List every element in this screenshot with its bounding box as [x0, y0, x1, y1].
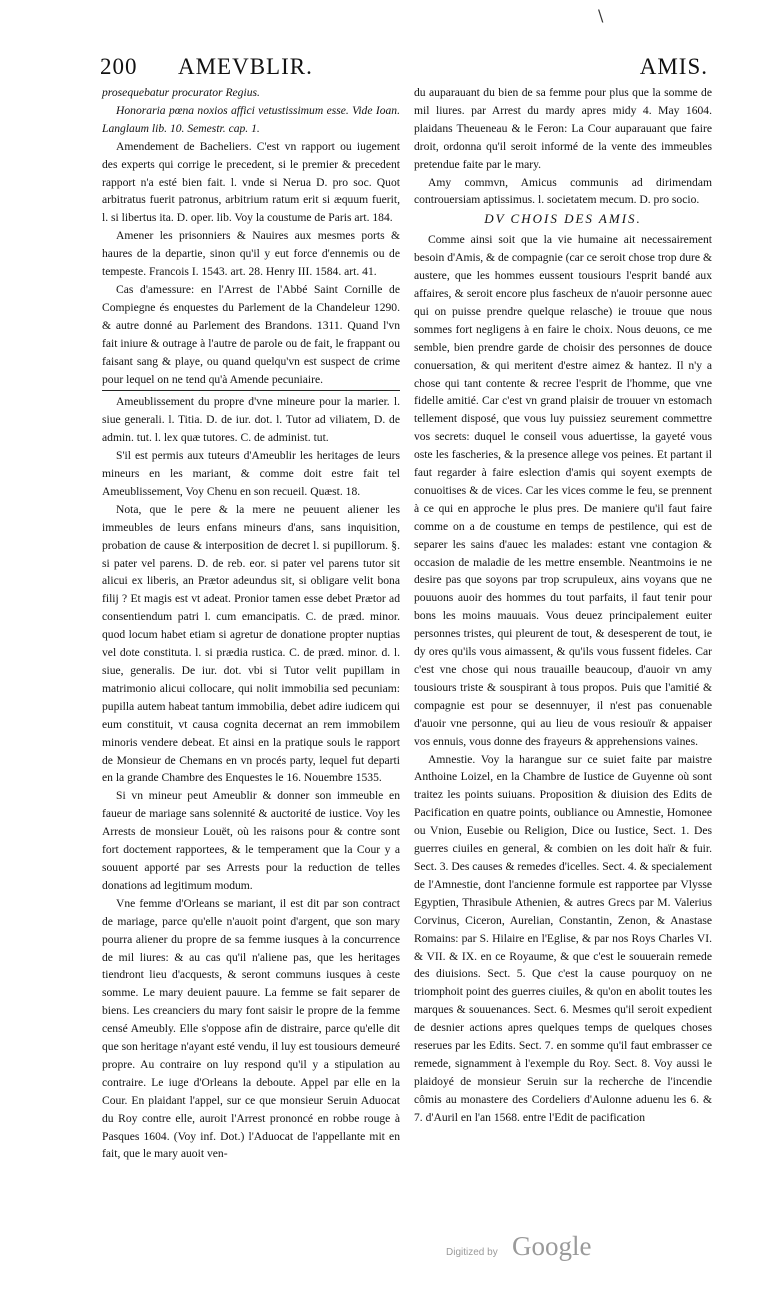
section-title: DV CHOIS DES AMIS.	[484, 211, 642, 227]
entry-amendement: Amendement de Bacheliers. C'est vn rapport ou iugement des experts qui corrige le precedent, si le premier & precedent rapport n'a esté bien fait. l. vnde si Nerua D. pro soc. Quot arbitratus fuerit patronus, arbitrium ratum erit si æquum fuerit, l. si libertus ita. D. oper. lib. Voy la coustume de Paris art. 184.	[102, 139, 400, 225]
corner-mark: \	[598, 6, 604, 25]
page-header	[100, 54, 720, 84]
paragraph: S'il est permis aux tuteurs d'Ameublir les heritages de leurs mineurs en les mariant, & comme doit estre fait tel Ameublissement, Voy Chenu en son recueil. Quæst. 18.	[102, 449, 400, 498]
left-column	[102, 84, 400, 1163]
google-logo: Google	[512, 1231, 592, 1261]
paragraph: du auparauant du bien de sa femme pour plus que la somme de mil liures. par Arrest du mardy apres midy 4. May 1604. plaidans Theueneau & le Feron: La Cour auparauant que faire droit, ordonna qu'il seroit informé de la vente des immeubles pretendue faite par le mary.	[414, 86, 712, 171]
entry-amy-commvn: Amy commvn, Amicus communis ad dirimendam controuersiam aptissimus. l. societatem mecum. D. pro socio.	[414, 175, 712, 207]
running-head-right: AMIS.	[639, 54, 708, 79]
paragraph-nota: Nota, que le pere & la mere ne peuuent aliener les immeubles de leurs enfans mineurs d'ans, sans inquisition, probation de cause & interposition de decret l. si pupillorum. §. si pater vel parens. D. de reb. eor. si pater vel parens tutor sit alicui ex liberis, an Prætor adeundus sit, si obligare velit bona filij ? Et magis est vt adeat. Pronior tamen esse debet Prætor ad consentiendum patri l. cum emancipatis. C. de præd. minor. quod locum habet etiam si agretur de donatione propter nuptias vel dote constituta. l. si prædia rustica. C. de præd. minor. d. l. siue, generalis. De iur. dot. vbi si Tutor velit pupillam in matrimonio alicui collocare, qui nolit immobilia sed pecuniam: pupilla autem habeat tantum immobilia, debet adire iudicem qui eum constituit, vt causa cognita decernat an rem immobilem minoris vendere debeat. Et ainsi en la pratique souls le rapport de Monsieur de Chemans en vn procés party, lequel fut departi en la grande Chambre des Enquestes le 16. Nouembre 1535.	[102, 502, 400, 785]
paragraph: Vne femme d'Orleans se mariant, il est dit par son contract de mariage, parce qu'elle n'auoit point d'argent, que son mary pourra aliener du propre de sa femme iusques à la concurrence de mil liures: & au cas qu'il n'aliene pas, que les heritages tiendront lieu d'acquests, & seront communs iusques à ceste somme. Le mary deuient pauure. La femme se fait separer de biens. Les creanciers du mary font saisir le propre de la femme censé Ameubly. Elle s'oppose afin de distraire, parce qu'elle dit que son heritage n'ayant esté vendu, il luy est tousiours demeuré propre. Au contraire on luy respond qu'il y a stipulation au contraire. Le iuge d'Orleans la deboute. Appel par elle en la Cour. En plaidant l'appel, sur ce que monsieur Seruin Aduocat du Roy contre elle, auroit l'Arrest prononcé en robbe rouge à Pasques 1604. (Voy inf. Dot.) l'Aduocat de l'appellante mit en fait, que le mary auoit ven-	[102, 896, 400, 1161]
entry-amener: Amener les prisonniers & Nauires aux mesmes ports & haures de la departie, sinon qu'il y eut force d'ennemis ou de tempeste. Francois I. 1543. art. 28. Henry III. 1584. art. 41.	[102, 229, 400, 279]
paragraph: prosequebatur procurator Regius.	[102, 86, 260, 99]
right-column	[414, 84, 712, 1127]
entry-amnestie: Amnestie. Voy la harangue sur ce suiet faite par maistre Anthoine Loizel, en la Chambre de Iustice de Guyenne où sont traitez les points suiuans. Proposition & diuision des Edits de Pacification en quatre points, oubliance ou Amnestie, Homonee ou Vnion, Eusebie ou Religion, Dice ou Iustice, Sect. 1. Des guerres ciuiles en general, & combien on les doit haïr & fuir. Sect. 3. Des causes & remedes d'icelles. Sect. 4. & specialement de l'Amnestie, dont l'ancienne formule est rapportee par Vlysse Egyptien, Thrasibule Athenien, & autres Grecs par M. Valerius Corvinus, Ciceron, Aurelian, Constantin, Zenon, & Anastase Romains: par S. Hilaire en l'Eglise, & par nos Roys Charles VI. & VII. & IX. en ce Royaume, & que c'est le souuerain remede des diuisions. Sect. 5. Que c'est la cause pourquoy on ne triomphoit point des guerres ciuiles, & qu'on en abolit toutes les marques & souuenances. Sect. 6. Mesmes qu'il seroit expedient de desnier actions apres quelques temps de quelques choses reserues par les Edits. Sect. 7. en somme qu'il faut embrasser ce remede, signamment à l'exemple du Roy. Sect. 8. Voy aussi le plaidoyé de monsieur Seruin sur la recherche de l'incendie cômis au monastere des Cordeliers d'Aulonne aduenu les 6. & 7. d'Auril en l'an 1568. entre l'Edit de pacification	[414, 752, 712, 1124]
paragraph: Si vn mineur peut Ameublir & donner son immeuble en faueur de mariage sans solennité & auctorité de iustice. Voy les Arrests de monsieur Louët, où les raisons pour & contre sont fort doctement rapportees, & le temperament que la Cour y a souuent apporté par ses Arrests pour la reduction de telles donations ad legitimum modum.	[102, 789, 400, 892]
divider	[102, 390, 400, 391]
page-number: 200	[100, 54, 138, 79]
entry-cas-amessure: Cas d'amessure: en l'Arrest de l'Abbé Saint Cornille de Compiegne és enquestes du Parlement de la Chandeleur 1290. & autre donné au Parlement des Brandons. 1311. Quand l'vn fait iniure & outrage à l'autre de parole ou de fait, le frappant ou faisant sang & playe, ou quand quelqu'vn est suspect de crime pour lequel on ne tend qu'à Amende pecuniaire.	[102, 282, 400, 386]
paragraph-choix-amis: Comme ainsi soit que la vie humaine ait necessairement besoin d'Amis, & de compagnie (car ce seroit chose trop dure & austere, que les hommes eussent tousiours l'esprit bandé aux affaires, & seroit encore plus fascheux de n'auoir personne auec qui on puisse prendre quelque relasche) ie trouue que nous sommes fort negligens à en faire le choix. Nous deuons, ce me semble, bien prendre garde de choisir des personnes de douce conuersation, & qui meritent d'estre aimez & hantez. Il n'y a chose qui tant contente & recree l'esprit de l'homme, que vne fidelle amitié. Car c'est vn grand plaisir de trouuer vn estomach tellement disposé, que vous luy puissiez seurement commettre vos secrets: duquel le conseil vous aduertisse, la gayeté vous oste les fascheries, & la presence allege vos peines. Et partant il faut regarder à faire eslection d'amis qui soyent exempts de conuoitises & de vices. Car les vices comme le feu, se prennent à ce qui en approche le plus pres. De maniere qu'il faut faire comme on a de coustume en temps de pestilence, qui est de separer les sains d'auec les malades: estant vne contagion & occasion de maladie de les mettre ensemble. Neantmoins ie ne desire pas que soyons par trop scrupuleux, ains voyans que ne pouuons auoir des hommes du tout parfaits, il faut tenir pour bons les moins mauuais. Vous deuez principalement euiter personnes tristes, qui pleurent de tout, & desesperent de tout, ie dy ores qu'ils vous aimassent, & qu'ils vous fussent fideles. Car c'est vne chose qui nous trauaille beaucoup, d'auoir vn amy tousiours triste & souspirant à tous propos. Puis que l'amitié & compagnie est pour se desennuyer, il n'est pas conuenable d'auoir vne personne, qui au lieu de vous resiouïr & appaiser vos ennuis, vous donne des frayeurs & apprehensions vaines.	[414, 233, 712, 748]
digitized-footer	[446, 1233, 646, 1263]
paragraph: Honoraria pœna noxios affici vetustissimum esse. Vide Ioan. Langlaum lib. 10. Semestr. cap. 1.	[102, 103, 400, 135]
entry-ameublissement: Ameublissement du propre d'vne mineure pour la marier. l. siue generali. l. Titia. D. de iur. dot. l. Tutor ad viliatem, D. de admin. tut. l. lex quæ tutores. C. de administ. tut.	[102, 395, 400, 445]
digitized-by-text: Digitized by	[446, 1247, 498, 1258]
running-head-left: AMEVBLIR.	[178, 54, 313, 79]
